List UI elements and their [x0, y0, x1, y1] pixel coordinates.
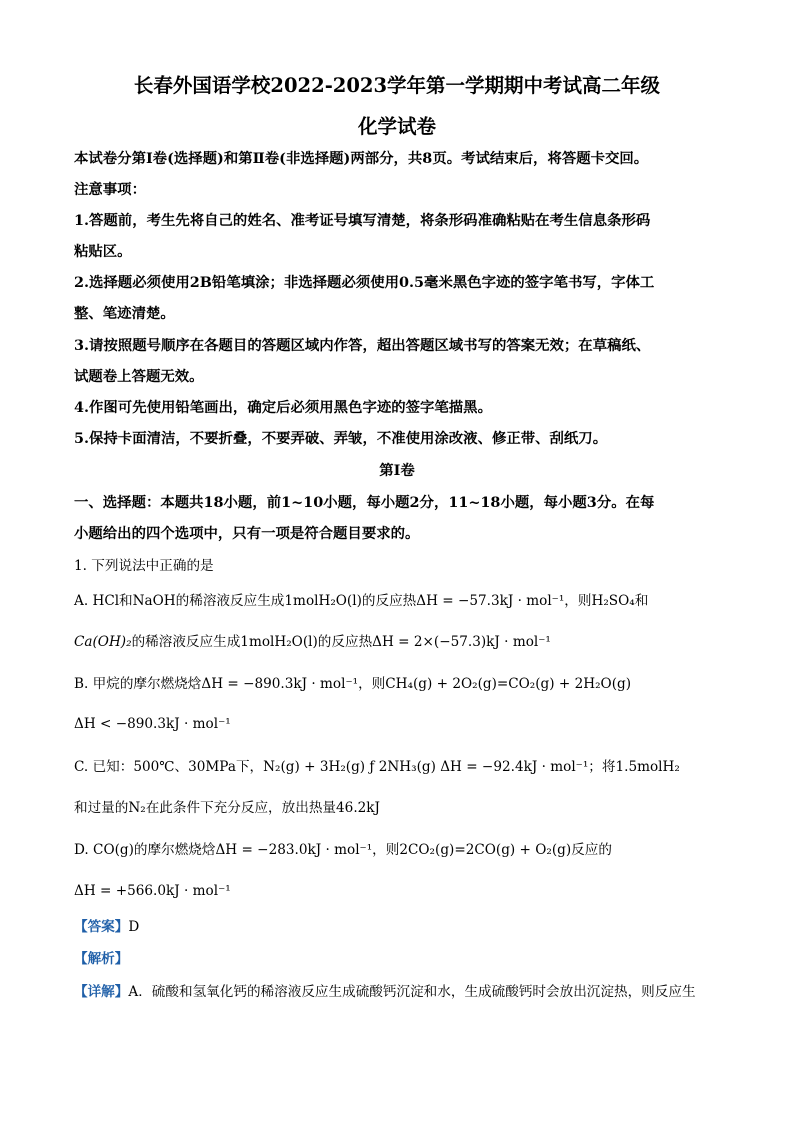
part-label: 第Ⅰ卷 [379, 462, 415, 479]
analysis-label: 【解析】 [74, 951, 129, 967]
note-line: 试题卷上答题无效。 [74, 368, 204, 385]
option-a: A. HCl和NaOH的稀溶液反应生成1molH₂O(l)的反应热ΔH = −57.3kJ · mol⁻¹，则H₂SO₄和 [74, 593, 649, 609]
option-d-continued: ΔH = +566.0kJ · mol⁻¹ [74, 883, 231, 899]
option-c-continued: 和过量的N₂在此条件下充分反应，放出热量46.2kJ [74, 800, 380, 816]
option-a-continued [74, 636, 551, 650]
answer-label: 【答案】 [74, 919, 129, 935]
note-line: 整、笔迹清楚。 [74, 305, 175, 322]
exam-subtitle: 化学试卷 [357, 115, 436, 138]
section-heading: 一、选择题：本题共18小题，前1~10小题，每小题2分，11~18小题，每小题3分。在每 [74, 494, 655, 511]
detail-label: 【详解】 [74, 984, 129, 1000]
detail-text: A．硫酸和氢氧化钙的稀溶液反应生成硫酸钙沉淀和水，生成硫酸钙时会放出沉淀热，则反应生 [128, 984, 696, 1000]
formula-ca-oh-2: Ca(OH)₂ [74, 634, 132, 650]
section-heading: 小题给出的四个选项中，只有一项是符合题目要求的。 [74, 525, 420, 542]
detail-line [74, 986, 696, 1000]
note-line: 1.答题前，考生先将自己的姓名、准考证号填写清楚，将条形码准确粘贴在考生信息条形码 [74, 212, 651, 229]
note-line: 4.作图可先使用铅笔画出，确定后必须用黑色字迹的签字笔描黑。 [74, 399, 492, 416]
answer-line [74, 921, 139, 935]
notes-heading: 注意事项： [74, 181, 146, 198]
note-line: 粘贴区。 [74, 243, 132, 260]
option-a-text: 的稀溶液反应生成1molH₂O(l)的反应热ΔH = 2×(−57.3)kJ · mol⁻¹ [131, 634, 551, 650]
intro-text: 本试卷分第Ⅰ卷(选择题)和第Ⅱ卷(非选择题)两部分，共8页。考试结束后，将答题卡交回。 [74, 150, 649, 167]
note-line: 2.选择题必须使用2B铅笔填涂；非选择题必须使用0.5毫米黑色字迹的签字笔书写，字体工 [74, 274, 655, 291]
option-b-continued: ΔH < −890.3kJ · mol⁻¹ [74, 716, 231, 732]
option-b: B. 甲烷的摩尔燃烧焓ΔH = −890.3kJ · mol⁻¹，则CH₄(g) + 2O₂(g)=CO₂(g) + 2H₂O(g) [74, 676, 632, 692]
answer-value: D [128, 919, 140, 935]
analysis-line [74, 953, 128, 967]
question-stem: 1. 下列说法中正确的是 [74, 558, 214, 574]
option-c: C. 已知：500℃、30MPa下，N₂(g) + 3H₂(g) ƒ 2NH₃(g) ΔH = −92.4kJ · mol⁻¹；将1.5molH₂ [74, 759, 680, 775]
option-d: D. CO(g)的摩尔燃烧焓ΔH = −283.0kJ · mol⁻¹，则2CO₂(g)=2CO(g) + O₂(g)反应的 [74, 842, 612, 858]
exam-title: 长春外国语学校2022-2023学年第一学期期中考试高二年级 [133, 74, 661, 97]
note-line: 5.保持卡面清洁，不要折叠，不要弄破、弄皱，不准使用涂改液、修正带、刮纸刀。 [74, 430, 608, 447]
note-line: 3.请按照题号顺序在各题目的答题区域内作答，超出答题区域书写的答案无效；在草稿纸、 [74, 337, 651, 354]
